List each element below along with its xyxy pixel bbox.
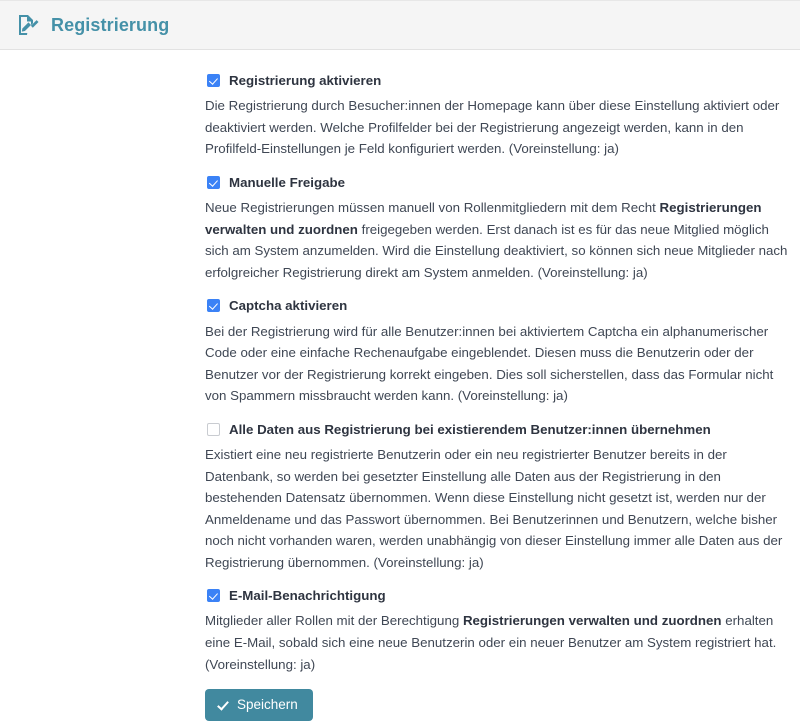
setting-label[interactable]: E-Mail-Benachrichtigung [229, 588, 386, 604]
setting-registrierung-aktivieren [0, 72, 800, 160]
checkbox-captcha-aktivieren[interactable] [207, 299, 220, 312]
setting-description: Die Registrierung durch Besucher:innen der Homepage kann über diese Einstellung aktiviert oder deaktiviert werden. Welche Profilfelder bei der Registrierung angezeigt werden, kann in den Profilfeld-Einstellungen je Feld konfiguriert werden. (Voreinstellung: ja) [205, 98, 780, 157]
page-header [0, 0, 800, 50]
page-title: Registrierung [51, 15, 170, 35]
save-button[interactable] [205, 689, 313, 721]
setting-description: Mitglieder aller Rollen mit der Berechtigung Registrierungen verwalten und zuordnen erhalten eine E-Mail, sobald sich eine neue Benutzerin oder ein neuer Benutzer am System registriert hat. (Voreinstellung: ja) [205, 613, 777, 672]
setting-description: Bei der Registrierung wird für alle Benutzer:innen bei aktiviertem Captcha ein alphanumerischer Code oder eine einfache Rechenaufgabe eingeblendet. Diesen muss die Benutzerin oder der Benutzer vor der Registrierung korrekt eingeben. Dies soll sicherstellen, dass das Formular nicht von Spammern missbraucht werden kann. (Voreinstellung: ja) [205, 323, 774, 404]
checkbox-manuelle-freigabe[interactable] [207, 176, 220, 189]
setting-description: Neue Registrierungen müssen manuell von Rollenmitgliedern mit dem Recht Registrierungen verwalten und zuordnen freigegeben werden. Erst danach ist es für das neue Mitglied möglich sich am System anzumelden. Wird die Einstellung deaktiviert, so können sich neue Mitglieder nach erfolgreicher Registrierung direkt am System anmelden. (Voreinstellung: ja) [205, 200, 788, 280]
setting-label[interactable]: Alle Daten aus Registrierung bei existierendem Benutzer:innen übernehmen [229, 421, 711, 437]
setting-alle-daten-uebernehmen [0, 421, 800, 573]
registration-settings-form [0, 50, 800, 721]
form-actions [0, 689, 800, 721]
setting-captcha-aktivieren [0, 297, 800, 406]
setting-label-row[interactable] [205, 297, 790, 314]
setting-label[interactable]: Manuelle Freigabe [229, 174, 346, 190]
check-icon [218, 700, 229, 711]
setting-label-row[interactable] [205, 72, 790, 89]
checkbox-registrierung-aktivieren[interactable] [207, 74, 220, 87]
save-button-label: Speichern [237, 697, 298, 713]
setting-label[interactable]: Registrierung aktivieren [229, 73, 382, 88]
checkbox-e-mail-benachrichtigung[interactable] [207, 589, 220, 602]
setting-label-row[interactable] [205, 587, 790, 604]
setting-label[interactable]: Captcha aktivieren [229, 298, 348, 314]
setting-label-row[interactable] [205, 421, 790, 438]
setting-description: Existiert eine neu registrierte Benutzerin oder ein neu registrierter Benutzer bereits in der Datenbank, so werden bei gesetzter Einstellung alle Daten aus der Registrierung in den bestehenden Datensatz übernommen. Wenn diese Einstellung nicht gesetzt ist, werden nur der Anmeldename und das Passwort übernommen. Bei Benutzerinnen und Benutzern, welche bisher noch nicht vorhanden waren, werden unabhängig von dieser Einstellung immer alle Daten aus der Registrierung übernommen. (Voreinstellung: ja) [205, 446, 783, 570]
setting-manuelle-freigabe [0, 174, 800, 283]
setting-label-row[interactable] [205, 174, 790, 191]
checkbox-alle-daten-uebernehmen[interactable] [207, 423, 220, 436]
document-edit-icon [16, 13, 40, 37]
